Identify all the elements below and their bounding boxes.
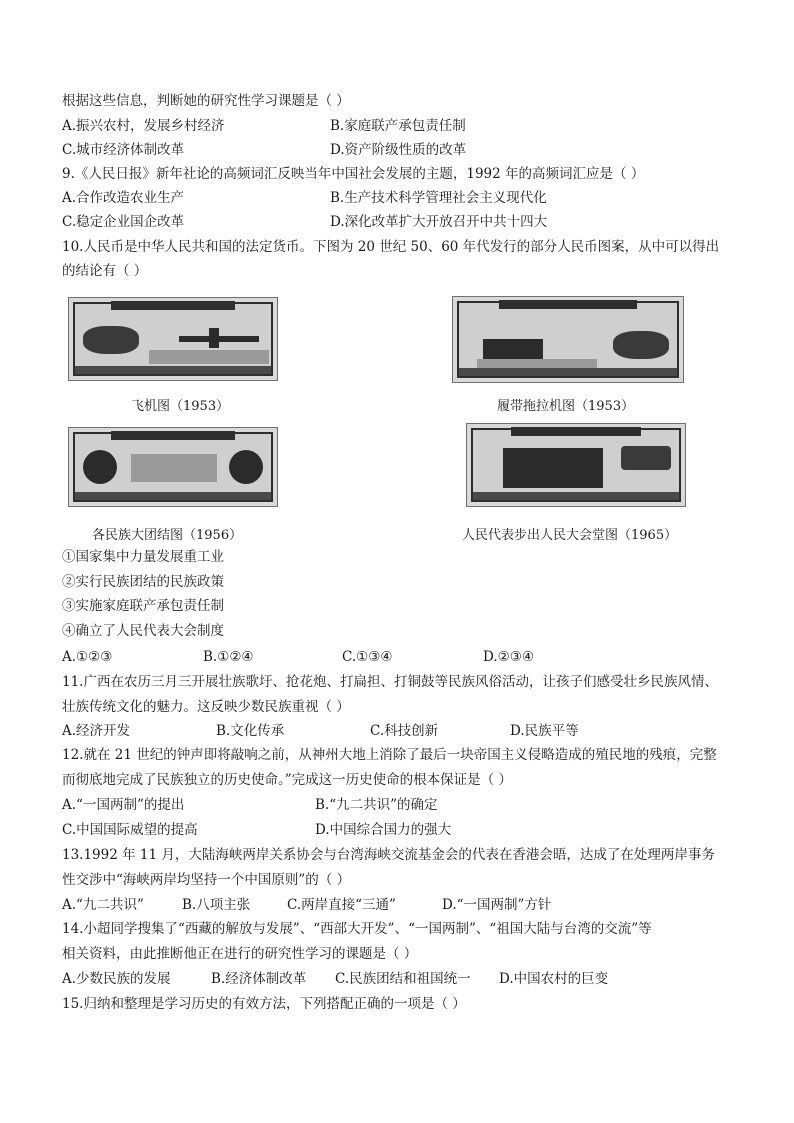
q10-stem-line1: 10.人民币是中华人民共和国的法定货币。下图为 20 世纪 50、60 年代发行的部分人民币图案，从中可以得出 <box>62 239 720 255</box>
q12-option-c: C.中国国际威望的提高 <box>62 822 198 838</box>
q9-option-c: C.稳定企业国企改革 <box>62 214 185 230</box>
q13-option-a: A.“九二共识” <box>62 897 144 913</box>
q11-stem-line2: 壮族传统文化的魅力。这反映少数民族重视（ ） <box>62 699 350 715</box>
q8-option-c: C.城市经济体制改革 <box>62 142 185 158</box>
q10-item-3: ③实施家庭联产承包责任制 <box>62 598 224 614</box>
banknote-unity-image <box>68 427 278 507</box>
q11-option-c: C.科技创新 <box>370 723 439 739</box>
q10-item-4: ④确立了人民代表大会制度 <box>62 623 224 639</box>
q14-option-a: A.少数民族的发展 <box>62 971 171 987</box>
q12-option-a: A.“一国两制”的提出 <box>62 797 185 813</box>
q13-option-d: D.“一国两制”方针 <box>442 897 552 913</box>
q12-stem-line1: 12.就在 21 世纪的钟声即将敲响之前，从神州大地上消除了最后一块帝国主义侵略造成的殖民地的残痕，完整 <box>62 747 717 763</box>
q10-item-1: ①国家集中力量发展重工业 <box>62 549 224 565</box>
q8-option-a: A.振兴农村，发展乡村经济 <box>62 118 225 134</box>
q9-option-a: A.合作改造农业生产 <box>62 190 185 206</box>
banknote-plane-image <box>68 297 278 381</box>
q11-option-b: B.文化传承 <box>216 723 285 739</box>
banknote-tractor-image <box>452 296 684 383</box>
q13-stem-line2: 性交涉中“海峡两岸均坚持一个中国原则”的（ ） <box>62 872 351 888</box>
q11-option-a: A.经济开发 <box>62 723 131 739</box>
q13-option-c: C.两岸直接“三通” <box>287 897 396 913</box>
banknote-congress-image <box>466 423 686 507</box>
q14-stem-line2: 相关资料，由此推断他正在进行的研究性学习的课题是（ ） <box>62 946 418 962</box>
q12-option-d: D.中国综合国力的强大 <box>315 822 452 838</box>
q15-stem: 15.归纳和整理是学习历史的有效方法，下列搭配正确的一项是（ ） <box>62 996 466 1012</box>
q10-option-a: A.①②③ <box>62 649 113 665</box>
q14-stem-line1: 14.小超同学搜集了“西藏的解放与发展”、“西部大开发”、“一国两制”、“祖国大陆与台湾的交流”等 <box>62 921 652 937</box>
q13-option-b: B.八项主张 <box>182 897 251 913</box>
q8-option-d: D.资产阶级性质的改革 <box>330 142 467 158</box>
q9-option-d: D.深化改革扩大开放召开中共十四大 <box>330 214 548 230</box>
q14-option-b: B.经济体制改革 <box>211 971 307 987</box>
q10-option-b: B.①②④ <box>203 649 254 665</box>
q8-option-b: B.家庭联产承包责任制 <box>330 118 466 134</box>
caption-congress: 人民代表步出人民大会堂图（1965） <box>462 528 678 543</box>
caption-tractor: 履带拖拉机图（1953） <box>497 399 635 414</box>
q11-stem-line1: 11.广西在农历三月三开展壮族歌圩、抢花炮、打扁担、打铜鼓等民族风俗活动，让孩子们感受壮乡民族风情、 <box>62 674 718 690</box>
q10-option-c: C.①③④ <box>342 649 393 665</box>
q9-stem: 9.《人民日报》新年社论的高频词汇反映当年中国社会发展的主题，1992 年的高频词汇应是（ ） <box>62 166 645 182</box>
q14-option-d: D.中国农村的巨变 <box>499 971 609 987</box>
q12-option-b: B.“九二共识”的确定 <box>315 797 438 813</box>
q11-option-d: D.民族平等 <box>510 723 579 739</box>
q12-stem-line2: 而彻底地完成了民族独立的历史使命。”完成这一历史使命的根本保证是（ ） <box>62 772 512 788</box>
q10-option-d: D.②③④ <box>483 649 534 665</box>
q10-item-2: ②实行民族团结的民族政策 <box>62 574 224 590</box>
q10-stem-line2: 的结论有（ ） <box>62 263 148 279</box>
q13-stem-line1: 13.1992 年 11 月，大陆海峡两岸关系协会与台湾海峡交流基金会的代表在香港会晤，达成了在处理两岸事务 <box>62 847 715 863</box>
q14-option-c: C.民族团结和祖国统一 <box>335 971 471 987</box>
q9-option-b: B.生产技术科学管理社会主义现代化 <box>330 190 547 206</box>
caption-unity: 各民族大团结图（1956） <box>92 528 243 543</box>
caption-plane: 飞机图（1953） <box>131 399 230 414</box>
q8-stem-tail: 根据这些信息，判断她的研究性学习课题是（ ） <box>62 93 350 109</box>
